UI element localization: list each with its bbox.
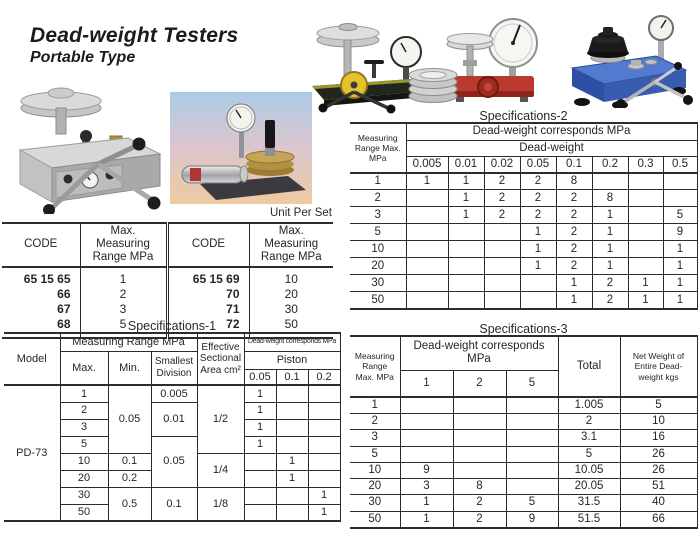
- cell: [308, 453, 340, 470]
- code-header-right: CODE: [167, 223, 249, 267]
- cell: [406, 241, 448, 258]
- table-row: [350, 511, 697, 528]
- cell: 2: [80, 287, 167, 302]
- cell: 1: [663, 275, 697, 292]
- cell: 1: [628, 292, 663, 309]
- cell: 9: [506, 511, 558, 528]
- cell: 1: [663, 292, 697, 309]
- cell: 51.5: [558, 511, 620, 528]
- product-photo-red-tester: [408, 8, 544, 110]
- table-row: [350, 258, 697, 275]
- cell: [308, 419, 340, 436]
- cell: [448, 275, 484, 292]
- cell: 1/4: [197, 453, 244, 487]
- cell: 1: [244, 402, 276, 419]
- cell: 2: [350, 414, 400, 430]
- cell: 40: [620, 495, 697, 511]
- spec1-title: Specifications-1: [127, 319, 217, 333]
- table-row: [350, 224, 697, 241]
- cell: [484, 275, 520, 292]
- cell: [448, 258, 484, 275]
- cell: [448, 224, 484, 241]
- cell: [276, 419, 308, 436]
- cell: 1: [244, 385, 276, 402]
- cell: 0.01: [151, 402, 197, 436]
- cell: [406, 258, 448, 275]
- table-row: [350, 173, 697, 190]
- cell: 1: [556, 275, 592, 292]
- cell: [453, 397, 506, 414]
- cell: 30: [350, 495, 400, 511]
- cell: 2: [556, 241, 592, 258]
- cell: 20: [350, 258, 406, 275]
- cell: 2: [60, 402, 108, 419]
- deadweight-header: Dead-weight: [406, 140, 697, 156]
- cell: 8: [556, 173, 592, 190]
- cell: 5: [506, 495, 558, 511]
- cell: 1/2: [197, 385, 244, 453]
- table-row: [350, 446, 697, 462]
- cell: 2: [592, 275, 628, 292]
- cell: 8: [453, 479, 506, 495]
- measuring-range-header: Measuring Range Max. MPa: [350, 336, 400, 397]
- cell: [406, 275, 448, 292]
- cell: 5: [80, 317, 167, 338]
- cell: 2: [520, 207, 556, 224]
- cell: 2: [520, 173, 556, 190]
- cell: [448, 241, 484, 258]
- cell: 1: [592, 258, 628, 275]
- cell: [506, 479, 558, 495]
- cell: 1: [400, 511, 453, 528]
- cell: [453, 414, 506, 430]
- cell: 2: [556, 224, 592, 241]
- cell: 0.5: [108, 487, 151, 521]
- code-header-left: CODE: [2, 223, 80, 267]
- cell: 1: [406, 173, 448, 190]
- cell: [628, 207, 663, 224]
- cell: [308, 385, 340, 402]
- table-row: [350, 123, 697, 140]
- range-header-right: Max. Measuring Range MPa: [249, 223, 333, 267]
- cell: 1/8: [197, 487, 244, 521]
- cell: 1: [244, 419, 276, 436]
- spec2-table: [350, 122, 698, 310]
- cell: 68: [2, 317, 80, 338]
- cell: [308, 402, 340, 419]
- cell: [276, 504, 308, 521]
- weight-column-header: 0.2: [592, 156, 628, 173]
- cell: 1: [663, 258, 697, 275]
- cell: [453, 462, 506, 478]
- cell: 2: [558, 414, 620, 430]
- product-photo-pump-tester: [170, 92, 312, 204]
- cell: [276, 487, 308, 504]
- cell: 1: [244, 436, 276, 453]
- table-row: [350, 241, 697, 258]
- cell: 30: [60, 487, 108, 504]
- table-row: [350, 397, 697, 414]
- cell: 65 15 65: [2, 267, 80, 287]
- weight-column-header: 0.02: [484, 156, 520, 173]
- cell: 1: [400, 495, 453, 511]
- cell: [308, 436, 340, 453]
- cell: [400, 414, 453, 430]
- cell: 10: [350, 241, 406, 258]
- weight-column-header: 2: [453, 370, 506, 397]
- title-block: [30, 24, 238, 67]
- cell: 20.05: [558, 479, 620, 495]
- cell: 31.5: [558, 495, 620, 511]
- cell: 70: [167, 287, 249, 302]
- cell: 9: [400, 462, 453, 478]
- page-title: Dead-weight Testers: [30, 24, 239, 47]
- cell: 5: [663, 207, 697, 224]
- cell: [628, 173, 663, 190]
- table-row: [4, 385, 340, 402]
- cell: [406, 292, 448, 309]
- cell: 1: [663, 241, 697, 258]
- cell: 5: [620, 397, 697, 414]
- cell: 0.005: [151, 385, 197, 402]
- cell: 9: [663, 224, 697, 241]
- cell: 1: [628, 275, 663, 292]
- cell: 2: [556, 190, 592, 207]
- product-photo-blue-tester: [558, 6, 698, 108]
- cell: 2: [350, 190, 406, 207]
- cell: [406, 224, 448, 241]
- cell: 0.05: [151, 436, 197, 487]
- page-subtitle: Portable Type: [30, 49, 136, 66]
- cell: [663, 190, 697, 207]
- cell: 1: [350, 397, 400, 414]
- cell: 10.05: [558, 462, 620, 478]
- cell: 3: [80, 302, 167, 317]
- spec2-title: Specifications-2: [479, 109, 568, 123]
- cell: [276, 402, 308, 419]
- cell: 5: [350, 224, 406, 241]
- cell: 5: [558, 446, 620, 462]
- cell: 2: [484, 190, 520, 207]
- cell: 50: [350, 292, 406, 309]
- cell: 2: [556, 258, 592, 275]
- cell: 1: [448, 173, 484, 190]
- cell: 10: [249, 267, 333, 287]
- cell: 26: [620, 462, 697, 478]
- smallest-division-header: Smallest Division: [151, 351, 197, 385]
- cell: 10: [350, 462, 400, 478]
- spec3-table: [350, 335, 698, 529]
- cell: 0.05: [108, 385, 151, 453]
- table-row: [4, 333, 340, 351]
- weight-column-header: 5: [506, 370, 558, 397]
- cell: 20: [350, 479, 400, 495]
- cell: [400, 446, 453, 462]
- weight-column-header: 0.005: [406, 156, 448, 173]
- piston-size-header: 0.05: [244, 369, 276, 385]
- unit-per-set-label: Unit Per Set: [270, 207, 332, 219]
- cell: 67: [2, 302, 80, 317]
- max-header: Max.: [60, 351, 108, 385]
- table-row: [350, 462, 697, 478]
- cell: [276, 436, 308, 453]
- cell: [244, 453, 276, 470]
- cell: [506, 446, 558, 462]
- cell: 50: [249, 317, 333, 338]
- cell: 65 15 69: [167, 267, 249, 287]
- cell: 1: [520, 258, 556, 275]
- cell: 30: [249, 302, 333, 317]
- net-weight-header: Net Weight of Entire Dead-weight kgs: [620, 336, 697, 397]
- table-row: [350, 495, 697, 511]
- cell: [453, 430, 506, 446]
- cell: 1: [276, 470, 308, 487]
- cell: [663, 173, 697, 190]
- table-row: [2, 267, 333, 287]
- table-row: [350, 292, 697, 309]
- cell: 20: [249, 287, 333, 302]
- table-row: [350, 207, 697, 224]
- cell: [276, 385, 308, 402]
- cell: [448, 292, 484, 309]
- cell: 2: [484, 207, 520, 224]
- cell: 0.1: [151, 487, 197, 521]
- cell: [628, 258, 663, 275]
- piston-size-header: 0.1: [276, 369, 308, 385]
- product-photo-grey-tester: [6, 84, 166, 214]
- cell: 0.2: [108, 470, 151, 487]
- cell: 1: [80, 267, 167, 287]
- cell: 1: [350, 173, 406, 190]
- cell: 50: [60, 504, 108, 521]
- table-row: [350, 336, 697, 370]
- cell: [628, 241, 663, 258]
- weight-column-header: 0.5: [663, 156, 697, 173]
- cell: [506, 414, 558, 430]
- cell: 71: [167, 302, 249, 317]
- cell: 3: [350, 430, 400, 446]
- cell: 0.1: [108, 453, 151, 470]
- cell: 10: [60, 453, 108, 470]
- cell: [244, 504, 276, 521]
- cell: 1: [592, 241, 628, 258]
- cell: [484, 241, 520, 258]
- table-row: [350, 275, 697, 292]
- cell: [244, 487, 276, 504]
- range-header-left: Max. Measuring Range MPa: [80, 223, 167, 267]
- deadweight-header: Dead-weight corresponds MPa: [244, 333, 340, 351]
- cell: [484, 258, 520, 275]
- cell: [628, 190, 663, 207]
- total-header: Total: [558, 336, 620, 397]
- cell: 8: [592, 190, 628, 207]
- cell: 2: [520, 190, 556, 207]
- cell: [628, 224, 663, 241]
- cell: 2: [453, 511, 506, 528]
- cell: 66: [2, 287, 80, 302]
- cell: 3: [60, 419, 108, 436]
- cell: [400, 397, 453, 414]
- piston-header: Piston: [244, 351, 340, 369]
- table-row: [350, 479, 697, 495]
- cell: 5: [60, 436, 108, 453]
- cell: [506, 430, 558, 446]
- cell: [506, 397, 558, 414]
- piston-size-header: 0.2: [308, 369, 340, 385]
- min-header: Min.: [108, 351, 151, 385]
- cell: 1: [448, 190, 484, 207]
- cell: [406, 190, 448, 207]
- cell: 30: [350, 275, 406, 292]
- cell: [308, 470, 340, 487]
- cell: [520, 292, 556, 309]
- cell: [453, 446, 506, 462]
- cell: 51: [620, 479, 697, 495]
- cell: [406, 207, 448, 224]
- cell: 1: [60, 385, 108, 402]
- cell: 1: [308, 487, 340, 504]
- table-row: [2, 223, 333, 267]
- cell: [484, 224, 520, 241]
- cell: 5: [350, 446, 400, 462]
- cell: [244, 470, 276, 487]
- deadweight-corresponds-header: Dead-weight corresponds MPa: [406, 123, 697, 140]
- cell: 1: [308, 504, 340, 521]
- table-row: [2, 302, 333, 317]
- model-cell: PD-73: [4, 385, 60, 521]
- cell: 3: [350, 207, 406, 224]
- weight-column-header: 0.1: [556, 156, 592, 173]
- cell: 26: [620, 446, 697, 462]
- cell: 1: [448, 207, 484, 224]
- cell: 16: [620, 430, 697, 446]
- weight-column-header: 0.01: [448, 156, 484, 173]
- cell: 1: [592, 224, 628, 241]
- cell: 3.1: [558, 430, 620, 446]
- cell: 20: [60, 470, 108, 487]
- spec3-title: Specifications-3: [479, 322, 568, 336]
- cell: 72: [167, 317, 249, 338]
- cell: 2: [484, 173, 520, 190]
- cell: [506, 462, 558, 478]
- cell: 1: [556, 292, 592, 309]
- cell: 1: [276, 453, 308, 470]
- cell: 2: [453, 495, 506, 511]
- cell: 1: [520, 224, 556, 241]
- weight-column-header: 0.05: [520, 156, 556, 173]
- cell: 3: [400, 479, 453, 495]
- table-row: [350, 190, 697, 207]
- cell: 10: [620, 414, 697, 430]
- weight-column-header: 0.3: [628, 156, 663, 173]
- cell: 1.005: [558, 397, 620, 414]
- model-header: Model: [4, 333, 60, 385]
- cell: [400, 430, 453, 446]
- cell: [592, 173, 628, 190]
- cell: 2: [556, 207, 592, 224]
- deadweight-corresponds-header: Dead-weight corresponds MPa: [400, 336, 558, 370]
- weight-column-header: 1: [400, 370, 453, 397]
- cell: [484, 292, 520, 309]
- cell: 2: [592, 292, 628, 309]
- cell: 50: [350, 511, 400, 528]
- table-row: [350, 430, 697, 446]
- measuring-range-header: Measuring Range Max. MPa: [350, 123, 406, 173]
- table-row: [2, 287, 333, 302]
- measuring-range-header: Measuring Range MPa: [60, 333, 197, 351]
- cell: 1: [592, 207, 628, 224]
- table-row: [350, 414, 697, 430]
- area-header: Effective Sectional Area cm²: [197, 333, 244, 385]
- spec1-table: [4, 332, 341, 522]
- cell: 1: [520, 241, 556, 258]
- cell: 66: [620, 511, 697, 528]
- cell: [520, 275, 556, 292]
